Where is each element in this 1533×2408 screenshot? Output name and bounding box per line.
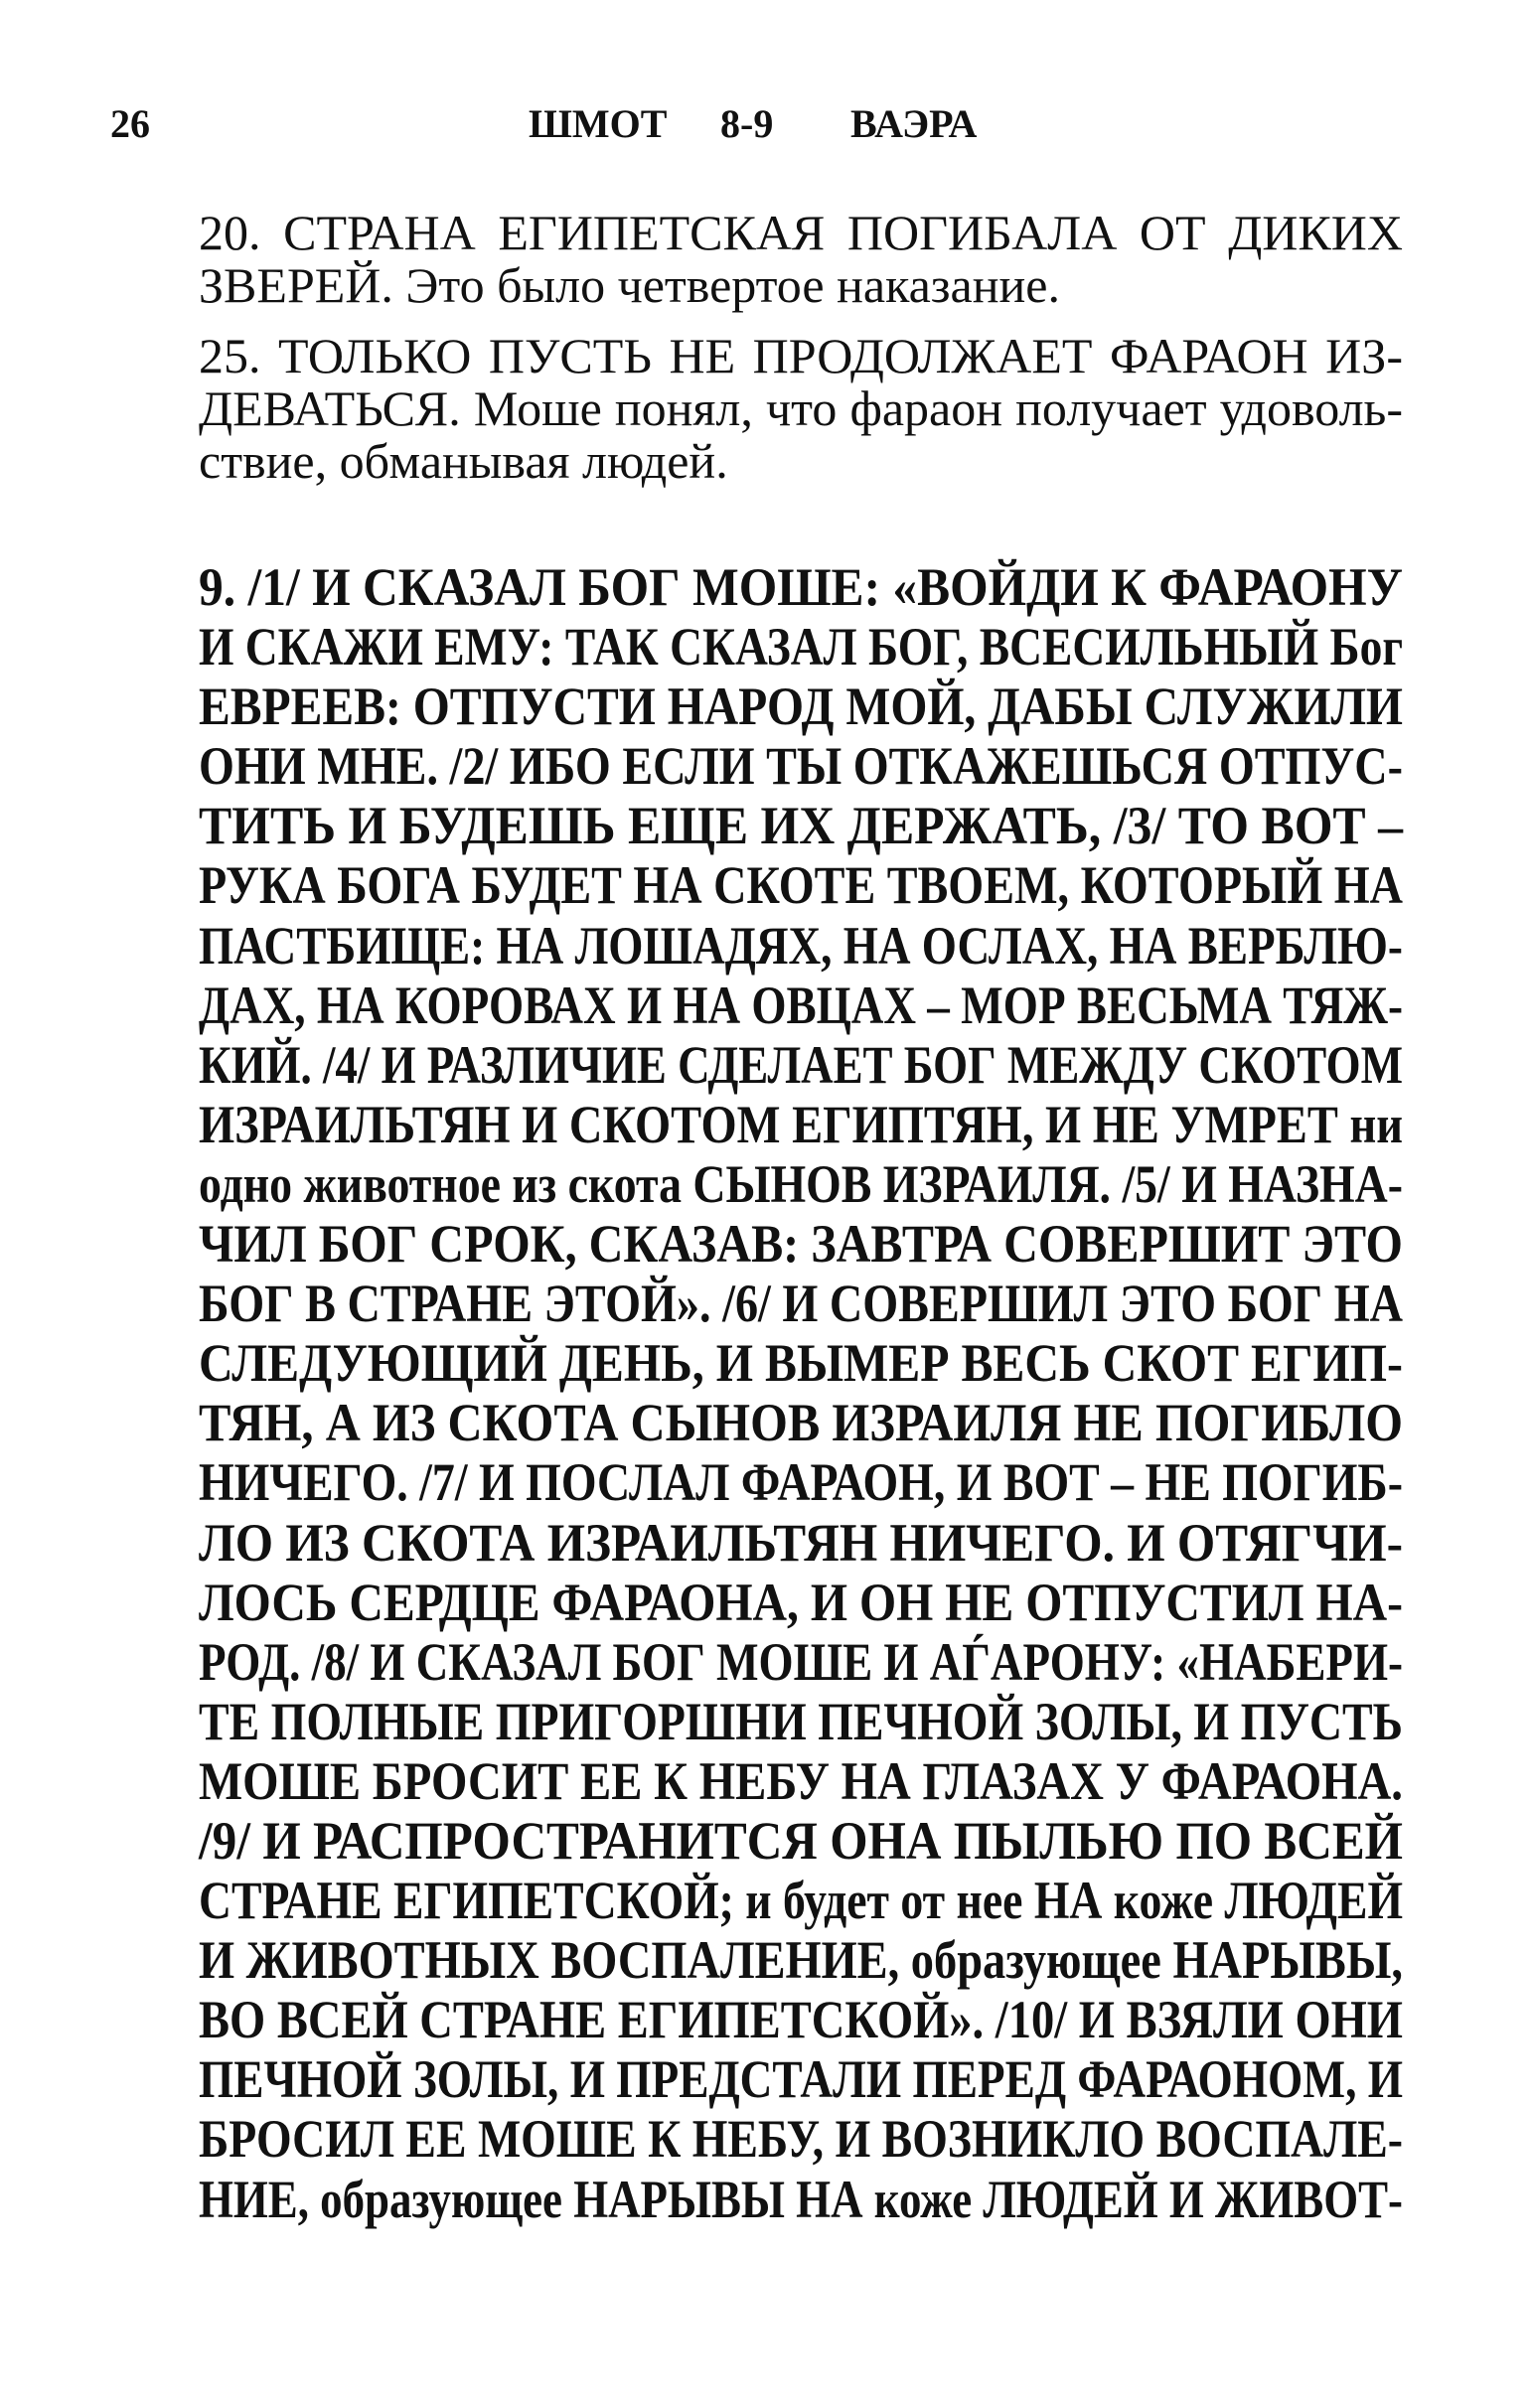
verse-line: ЕВРЕЕВ: ОТПУСТИ НАРОД МОЙ, ДАБЫ СЛУЖИЛИ <box>199 677 1403 737</box>
verse-line: СТРАНЕ ЕГИПЕТСКОЙ; и будет от нее НА коже ЛЮДЕЙ <box>199 1871 1403 1931</box>
verse-line: 9. /1/ И СКАЗАЛ БОГ МОШЕ: «ВОЙДИ К ФАРАОНУ <box>199 557 1403 617</box>
text-line: 25. ТОЛЬКО ПУСТЬ НЕ ПРОДОЛЖАЕТ ФАРАОН ИЗ- <box>199 328 1403 383</box>
verse-line: НИЕ, образующее НАРЫВЫ НА коже ЛЮДЕЙ И ЖИВОТ- <box>199 2169 1403 2229</box>
verse-line: БРОСИЛ ЕЕ МОШЕ К НЕБУ, И ВОЗНИКЛО ВОСПАЛЕ- <box>199 2109 1403 2170</box>
commentary-note-20 <box>199 207 1403 312</box>
text-line: ДЕВАТЬСЯ. Моше понял, что фараон получает удоволь- <box>199 380 1403 436</box>
verse-line: РОД. /8/ И СКАЗАЛ БОГ МОШЕ И АЃАРОНУ: «НАБЕРИ- <box>199 1631 1403 1692</box>
verse-line: ИЗРАИЛЬТЯН И СКОТОМ ЕГИПТЯН, И НЕ УМРЕТ ни <box>199 1094 1403 1154</box>
verse-text <box>199 557 1403 2229</box>
verse-line: ПЕЧНОЙ ЗОЛЫ, И ПРЕДСТАЛИ ПЕРЕД ФАРАОНОМ, И <box>199 2049 1403 2110</box>
verse-line: ЧИЛ БОГ СРОК, СКАЗАВ: ЗАВТРА СОВЕРШИТ ЭТО <box>199 1214 1403 1275</box>
verse-line: /9/ И РАСПРОСТРАНИТСЯ ОНА ПЫЛЬЮ ПО ВСЕЙ <box>199 1810 1403 1871</box>
verse-line: ТЕ ПОЛНЫЕ ПРИГОРШНИ ПЕЧНОЙ ЗОЛЫ, И ПУСТЬ <box>199 1691 1403 1751</box>
header-book: ШМОТ <box>529 101 668 146</box>
verse-line: СЛЕДУЮЩИЙ ДЕНЬ, И ВЫМЕР ВЕСЬ СКОТ ЕГИП- <box>199 1333 1403 1394</box>
header-portion: ВАЭРА <box>850 101 978 146</box>
verse-line: ТЯН, А ИЗ СКОТА СЫНОВ ИЗРАИЛЯ НЕ ПОГИБЛО <box>199 1393 1403 1453</box>
running-header <box>0 99 1533 149</box>
verse-line: И СКАЖИ ЕМУ: ТАК СКАЗАЛ БОГ, ВСЕСИЛЬНЫЙ Бог <box>199 617 1403 677</box>
text-line: ствие, обманывая людей. <box>199 433 728 489</box>
verse-line: ВО ВСЕЙ СТРАНЕ ЕГИПЕТСКОЙ». /10/ И ВЗЯЛИ ОНИ <box>199 1990 1403 2050</box>
text-line: 20. СТРАНА ЕГИПЕТСКАЯ ПОГИБАЛА ОТ ДИКИХ <box>199 205 1403 260</box>
verse-line: РУКА БОГА БУДЕТ НА СКОТЕ ТВОЕМ, КОТОРЫЙ НА <box>199 855 1403 916</box>
verse-line: ЛО ИЗ СКОТА ИЗРАИЛЬТЯН НИЧЕГО. И ОТЯГЧИ- <box>199 1512 1403 1573</box>
verse-line: ПАСТБИЩЕ: НА ЛОШАДЯХ, НА ОСЛАХ, НА ВЕРБЛЮ- <box>199 915 1403 976</box>
commentary-note-25 <box>199 330 1403 488</box>
verse-line: ТИТЬ И БУДЕШЬ ЕЩЕ ИХ ДЕРЖАТЬ, /3/ ТО ВОТ – <box>199 796 1403 856</box>
verse-line: ДАХ, НА КОРОВАХ И НА ОВЦАХ – МОР ВЕСЬМА ТЯЖ- <box>199 975 1403 1035</box>
page-number: 26 <box>110 101 150 146</box>
verse-line: БОГ В СТРАНЕ ЭТОЙ». /6/ И СОВЕРШИЛ ЭТО БОГ НА <box>199 1274 1403 1334</box>
text-line: ЗВЕРЕЙ. Это было четвертое наказание. <box>199 257 1060 313</box>
verse-line: КИЙ. /4/ И РАЗЛИЧИЕ СДЕЛАЕТ БОГ МЕЖДУ СКОТОМ <box>199 1034 1403 1095</box>
verse-line: И ЖИВОТНЫХ ВОСПАЛЕНИЕ, образующее НАРЫВЫ, <box>199 1930 1403 1991</box>
verse-line: МОШЕ БРОСИТ ЕЕ К НЕБУ НА ГЛАЗАХ У ФАРАОНА. <box>199 1750 1403 1811</box>
verse-line: НИЧЕГО. /7/ И ПОСЛАЛ ФАРАОН, И ВОТ – НЕ ПОГИБ- <box>199 1452 1403 1513</box>
verse-line: одно животное из скота СЫНОВ ИЗРАИЛЯ. /5/ И НАЗНА- <box>199 1153 1403 1214</box>
verse-line: ЛОСЬ СЕРДЦЕ ФАРАОНА, И ОН НЕ ОТПУСТИЛ НА- <box>199 1572 1403 1632</box>
verse-line: ОНИ МНЕ. /2/ ИБО ЕСЛИ ТЫ ОТКАЖЕШЬСЯ ОТПУС- <box>199 736 1403 797</box>
header-chapters: 8-9 <box>720 101 774 146</box>
commentary-section <box>199 207 1403 488</box>
